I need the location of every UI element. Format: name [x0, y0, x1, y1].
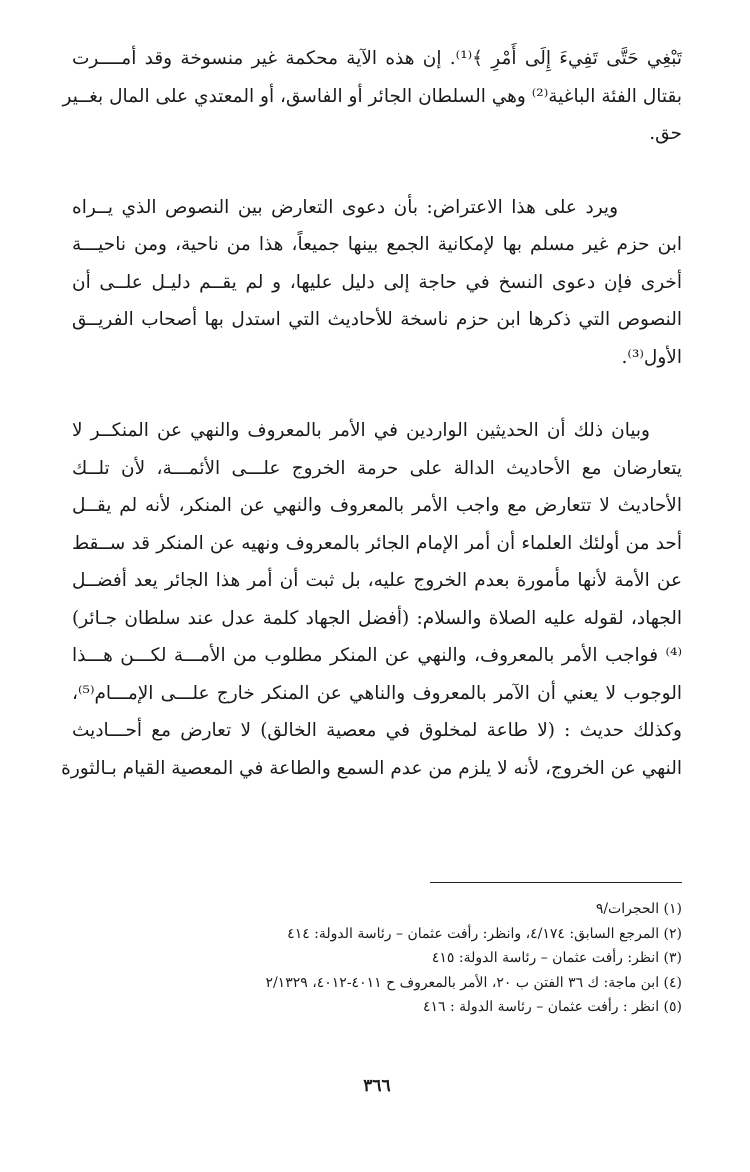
text-line: الأحاديث لا تتعارض مع واجب الأمر بالمعروف والنهي عن المنكر، لأنه لم يقــل: [72, 495, 682, 516]
page-number: ٣٦٦: [363, 1076, 391, 1096]
text-line: عن الأمة لأنها مأمورة بعدم الخروج عليه، بل ثبت أن أمر هذا الجائر يعد أفضــل: [72, 570, 682, 591]
footnotes-section: [72, 882, 682, 1020]
text-line: الأول⁽³⁾.: [621, 346, 682, 368]
footnote-4: (٤) ابن ماجة: ك ٣٦ الفتن ب ٢٠، الأمر بالمعروف ح ٤٠١١-٤٠١٢، ٢/١٣٢٩: [265, 974, 682, 991]
text-line: بقتال الفئة الباغية⁽²⁾ وهي السلطان الجائر أو الفاسق، أو المعتدي على المال بغــير: [62, 85, 682, 107]
document-page: [61, 40, 682, 1140]
footnote-divider: [430, 882, 682, 883]
text-line: ابن حزم غير مسلم بها لإمكانية الجمع بينها جميعاً، هذا من ناحية، ومن ناحيـــة: [72, 234, 682, 255]
text-line: وكذلك حديث : (لا طاعة لمخلوق في معصية الخالق) لا تعارض مع أحـــاديث: [72, 720, 682, 741]
text-line: وبيان ذلك أن الحديثين الواردين في الأمر بالمعروف والنهي عن المنكــر لا: [72, 420, 650, 441]
text-line: أخرى فإن دعوى النسخ في حاجة إلى دليل عليها، و لم يقــم دليـل علــى أن: [72, 271, 682, 293]
text-line: أحد من أولئك العلماء أن أمر الإمام الجائر بالمعروف ونهيه عن المنكر قد ســقط: [72, 532, 682, 554]
text-line: النصوص التي ذكرها ابن حزم ناسخة للأحاديث التي استدل بها أصحاب الفريــق: [72, 309, 682, 330]
footnote-1: (١) الحجرات/٩: [595, 901, 682, 917]
footnote-3: (٣) انظر: رأفت عثمان – رئاسة الدولة: ٤١٥: [431, 950, 682, 966]
text-line: تَبْغِي حَتَّى تَفِيءَ إِلَى أَمْرِ ﴾⁽¹⁾. إن هذه الآية محكمة غير منسوخة وقد أمــــرت: [72, 48, 682, 69]
text-line: يتعارضان مع الأحاديث الدالة على حرمة الخروج علـــى الأئمـــة، لأن تلــك: [72, 457, 682, 479]
text-line: الجهاد، لقوله عليه الصلاة والسلام: (أفضل الجهاد كلمة عدل عند سلطان جـائر): [72, 607, 682, 629]
text-line: حق.: [649, 123, 682, 144]
paragraph-2: [72, 189, 682, 377]
text-line: النهي عن الخروج، لأنه لا يلزم من عدم السمع والطاعة في المعصية القيام بـالثورة: [61, 757, 682, 779]
text-line: الوجوب لا يعني أن الآمر بالمعروف والناهي عن المنكر خارج علـــى الإمـــام⁽⁵⁾،: [72, 682, 682, 704]
footnote-2: (٢) المرجع السابق: ٤/١٧٤، وانظر: رأفت عثمان – رئاسة الدولة: ٤١٤: [287, 925, 682, 942]
text-line: ⁽⁴⁾ فواجب الأمر بالمعروف، والنهي عن المنكر مطلوب من الأمـــة لكـــن هـــذا: [72, 645, 682, 666]
text-line: ويرد على هذا الاعتراض: بأن دعوى التعارض بين النصوص الذي يــراه: [72, 196, 618, 218]
paragraph-3: [61, 412, 682, 787]
paragraph-1: [62, 40, 682, 153]
footnote-5: (٥) انظر : رأفت عثمان – رئاسة الدولة : ٤١٦: [422, 999, 682, 1015]
